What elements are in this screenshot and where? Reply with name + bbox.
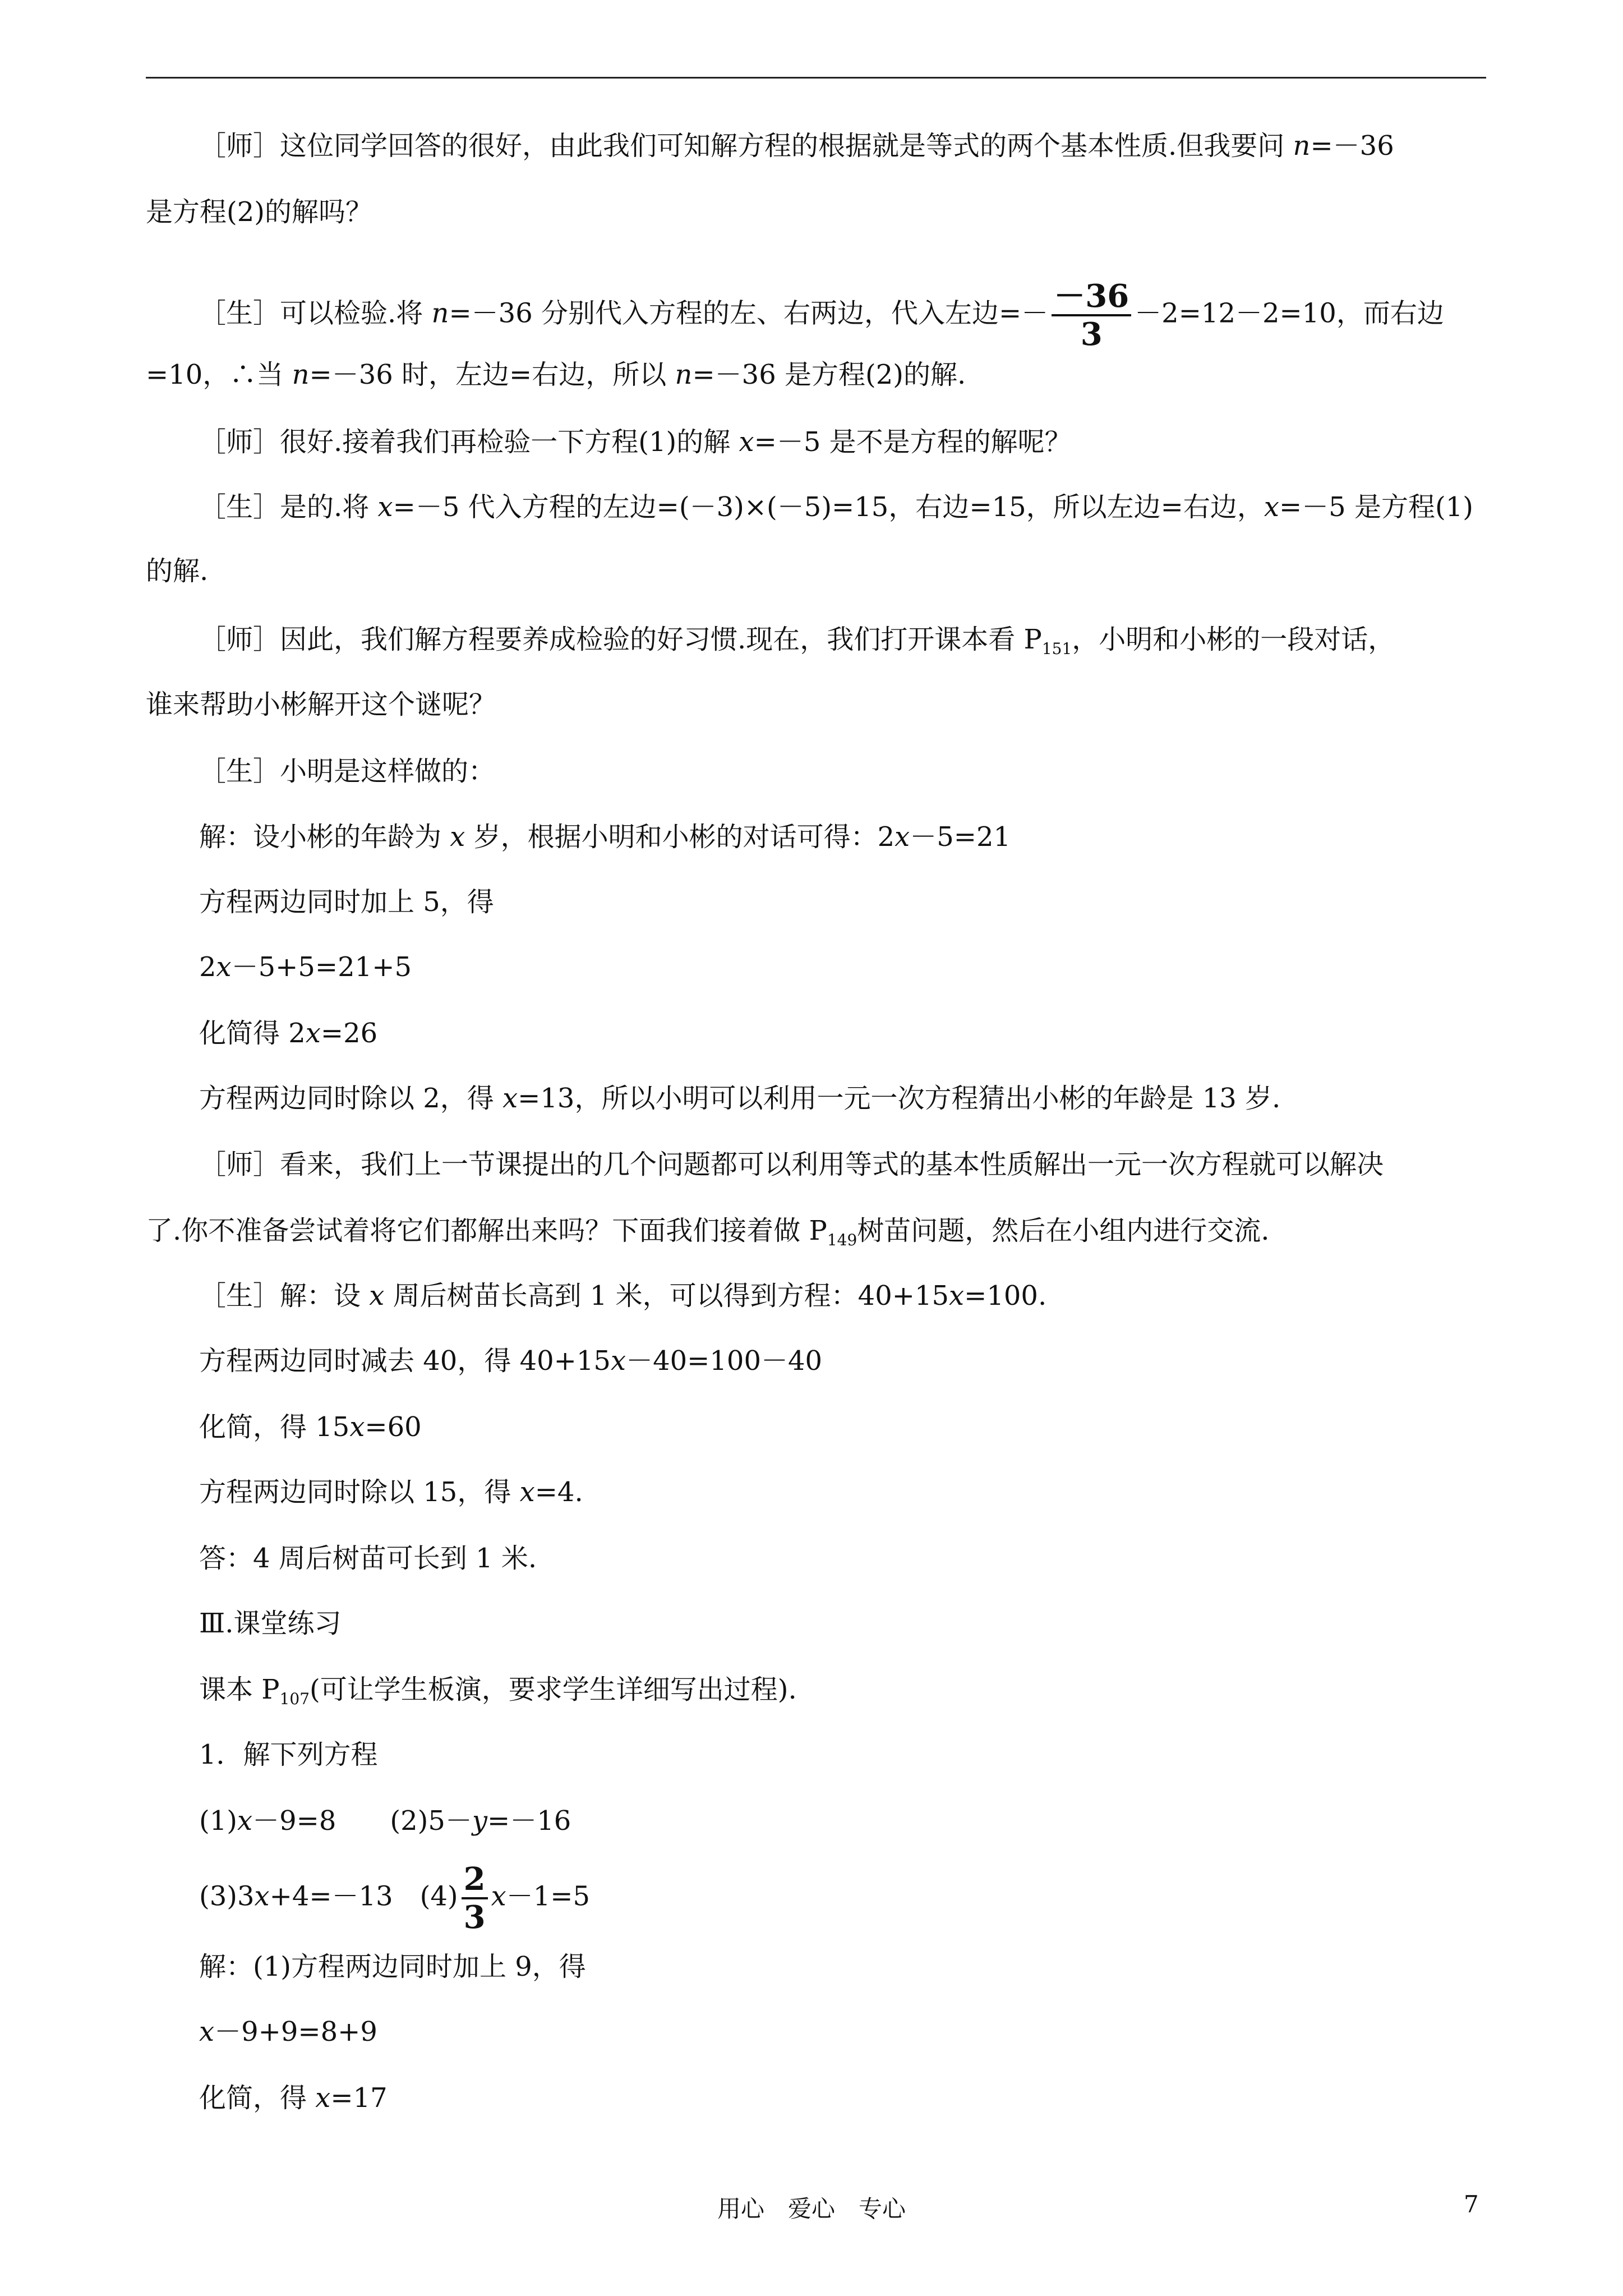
math-variable: x	[237, 1805, 253, 1837]
math-variable: x	[949, 1280, 965, 1312]
paragraph-line	[199, 1016, 377, 1050]
paragraph-line: 解：(1)方程两边同时加上 9，得	[199, 1951, 586, 1982]
text-segment: －9=8 (2)5－	[252, 1805, 472, 1837]
text-segment: －5=21	[910, 821, 1011, 853]
text-segment: 了.你不准备尝试着将它们都解出来吗？下面我们接着做 P	[146, 1215, 827, 1246]
equation-line	[199, 1861, 590, 1935]
fraction-denominator: 3	[462, 1897, 488, 1935]
text-segment: (3)3	[199, 1880, 255, 1912]
math-variable: x	[349, 1411, 365, 1443]
paragraph-line	[199, 1344, 822, 1378]
text-segment: ［师］很好.接着我们再检验一下方程(1)的解	[199, 426, 739, 458]
paragraph-line: 是方程(2)的解吗？	[146, 196, 372, 228]
paragraph-line: 的解.	[146, 555, 209, 587]
text-segment: 2	[199, 951, 216, 983]
math-variable: n	[675, 359, 693, 390]
text-segment: ［师］这位同学回答的很好，由此我们可知解方程的根据就是等式的两个基本性质.但我要问	[199, 130, 1293, 162]
section-heading: Ⅲ.课堂练习	[199, 1608, 342, 1639]
paragraph-line: 方程两边同时加上 5，得	[199, 886, 494, 918]
text-segment: =－5 是不是方程的解呢？	[754, 426, 1072, 458]
math-variable: x	[377, 491, 393, 523]
text-segment: ［生］是的.将	[199, 491, 378, 523]
text-segment: =4.	[534, 1476, 583, 1508]
paragraph-line	[199, 950, 412, 984]
paragraph-line	[199, 820, 1011, 854]
text-segment: 课本 P	[199, 1674, 280, 1705]
paragraph-line	[199, 1475, 583, 1509]
fraction	[462, 1861, 488, 1935]
math-variable: x	[502, 1083, 518, 1114]
text-segment: (1)	[199, 1805, 237, 1837]
math-variable: x	[519, 1476, 535, 1508]
math-variable: x	[199, 2016, 215, 2047]
text-segment: +4=－13 (4)	[269, 1880, 458, 1912]
text-segment: 岁，根据小明和小彬的对话可得：2	[465, 821, 895, 853]
text-segment: ［生］解：设	[199, 1280, 370, 1312]
text-segment: =－36 是方程(2)的解.	[692, 359, 966, 390]
text-segment	[491, 1881, 590, 1912]
footer-slogan: 用心 爱心 专心	[717, 2195, 906, 2223]
paragraph-line: ［生］小明是这样做的：	[199, 756, 496, 787]
text-segment: ，小明和小彬的一段对话，	[1072, 624, 1395, 655]
text-segment	[199, 298, 1048, 329]
text-segment: 化简，得	[199, 2082, 316, 2114]
paragraph-line: 谁来帮助小彬解开这个谜呢？	[146, 689, 496, 720]
page-number: 7	[1464, 2191, 1479, 2218]
text-segment: 解：设小彬的年龄为	[199, 821, 450, 853]
text-segment: (可让学生板演，要求学生详细写出过程).	[310, 1674, 797, 1705]
text-segment: －5+5=21+5	[231, 951, 412, 983]
paragraph-line: 1．解下列方程	[199, 1739, 378, 1770]
equation-line	[199, 2015, 377, 2049]
math-variable: y	[472, 1805, 488, 1837]
text-segment: =－36 分别代入方程的左、右两边，代入左边=－	[449, 297, 1049, 329]
fraction-denominator: 3	[1052, 314, 1131, 352]
math-variable: x	[895, 821, 910, 853]
text-segment: =－36 时，左边=右边，所以	[309, 359, 675, 390]
text-segment	[199, 1881, 458, 1912]
paragraph-line	[199, 1082, 1280, 1115]
paragraph-line: ［师］看来，我们上一节课提出的几个问题都可以利用等式的基本性质解出一元一次方程就可以解决	[199, 1149, 1384, 1180]
page-subscript: 107	[279, 1690, 310, 1708]
paragraph-line	[199, 1410, 422, 1444]
math-variable: x	[305, 1018, 321, 1049]
math-variable: x	[315, 2082, 331, 2114]
math-variable: x	[739, 426, 754, 458]
fraction-numerator: －36	[1054, 278, 1129, 315]
math-variable: x	[1264, 491, 1279, 523]
text-segment: －1=5	[506, 1880, 591, 1912]
text-segment: =17	[330, 2082, 388, 2114]
math-variable: x	[369, 1280, 385, 1312]
text-segment: =10，∴当	[146, 359, 292, 390]
fraction	[1052, 278, 1131, 352]
text-segment: －9+9=8+9	[214, 2016, 377, 2047]
text-segment: ［生］可以检验.将	[199, 297, 432, 329]
fraction-numerator: 2	[463, 1861, 486, 1898]
text-segment: =60	[365, 1411, 422, 1443]
text-segment: =－16	[487, 1805, 571, 1837]
text-segment: =13，所以小明可以利用一元一次方程猜出小彬的年龄是 13 岁.	[518, 1083, 1281, 1114]
math-variable: x	[491, 1880, 506, 1912]
text-segment: =－5 代入方程的左边=(－3)×(－5)=15，右边=15，所以左边=右边，	[393, 491, 1264, 523]
paragraph-line	[199, 278, 1444, 352]
math-variable: n	[431, 297, 449, 329]
text-segment: 化简，得 15	[199, 1411, 350, 1443]
math-variable: x	[254, 1880, 270, 1912]
paragraph-line	[146, 358, 966, 392]
paragraph-line	[199, 129, 1394, 163]
paragraph-line	[199, 490, 1473, 524]
text-segment: =100.	[964, 1280, 1047, 1312]
page-subscript: 149	[827, 1231, 857, 1249]
text-segment: 方程两边同时除以 15，得	[199, 1476, 520, 1508]
paragraph-line	[146, 1214, 1270, 1248]
text-segment: －40=100－40	[626, 1345, 823, 1377]
paragraph-line	[199, 1673, 797, 1706]
math-variable: n	[292, 359, 310, 390]
paragraph-line	[199, 1279, 1046, 1313]
math-variable: x	[610, 1345, 626, 1377]
paragraph-line	[199, 623, 1395, 656]
text-segment: ［师］因此，我们解方程要养成检验的好习惯.现在，我们打开课本看 P	[199, 624, 1042, 655]
text-segment: =－5 是方程(1)	[1279, 491, 1473, 523]
text-segment: 方程两边同时除以 2，得	[199, 1083, 503, 1114]
page-subscript: 151	[1041, 639, 1072, 658]
paragraph-line	[199, 425, 1072, 459]
text-segment: =26	[320, 1018, 378, 1049]
math-variable: x	[216, 951, 232, 983]
math-variable: n	[1293, 130, 1311, 162]
text-segment: =－36	[1310, 130, 1394, 162]
text-segment: 化简得 2	[199, 1018, 306, 1049]
paragraph-line	[199, 2081, 388, 2115]
text-segment: 周后树苗长高到 1 米，可以得到方程：40+15	[384, 1280, 949, 1312]
text-segment: 方程两边同时减去 40，得 40+15	[199, 1345, 611, 1377]
header-rule	[146, 77, 1486, 79]
math-variable: x	[450, 821, 465, 853]
equation-line	[199, 1804, 571, 1838]
text-segment: 树苗问题，然后在小组内进行交流.	[857, 1215, 1270, 1246]
text-segment: －2=12－2=10，而右边	[1135, 297, 1444, 329]
paragraph-line: 答：4 周后树苗可长到 1 米.	[199, 1543, 537, 1574]
